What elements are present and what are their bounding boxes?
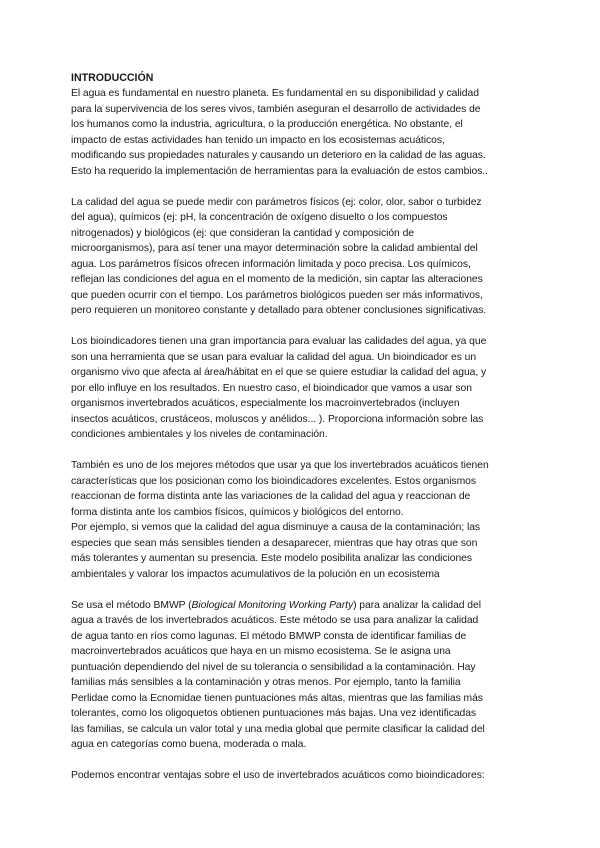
paragraph-example [71,520,521,582]
text-line: características que los posicionan como los bioindicadores excelentes. Estos organismos [71,475,477,487]
text-line: La calidad del agua se puede medir con parámetros físicos (ej: color, olor, sabor o turbidez [71,196,482,208]
text-line: de agua tanto en ríos como lagunas. El método BMWP consta de identificar familias de [71,630,467,642]
text-segment: ) para analizar la calidad del [353,599,481,611]
text-line: impacto de estas actividades han tenido un impacto en los ecosistemas acuáticos, [71,134,445,146]
text-line [71,598,521,614]
text-line: puntuación dependiendo del nivel de su tolerancia o sensibilidad a la contaminación. Hay [71,661,476,673]
text-line: tolerantes, como los oligoquetos obtienen puntuaciones más bajas. Una vez identificadas [71,708,477,719]
text-line: El agua es fundamental en nuestro planeta. Es fundamental en su disponibilidad y calidad [71,88,479,99]
text-line: que pueden ocurrir con el tiempo. Los parámetros biológicos pueden ser más informativos, [71,289,483,301]
section-title: INTRODUCCIÓN [71,72,154,84]
text-line: forma distinta ante los cambios físicos, químicos y biológicos del entorno. [71,506,404,518]
text-line: del agua), químicos (ej: pH, la concentración de oxígeno disuelto o los compuestos [71,212,448,223]
paragraph-parameters [71,195,521,319]
text-line: especies que sean más sensibles tienden a desaparecer, mientras que hay otras que son [71,537,478,549]
text-line: Los bioindicadores tienen una gran importancia para evaluar las calidades del agua, ya que [71,336,487,347]
text-line: las familias, se calcula un valor total y una media global que permite clasificar la calidad del [71,723,485,735]
text-line: macroinvertebrados acuáticos que haya en un mismo ecosistema. Se le asigna una [71,646,451,657]
text-line: organismos invertebrados acuáticos, especialmente los macroinvertebrados (incluyen [71,398,460,409]
text-line: ambientales y valorar los impactos acumulativos de la polución en un ecosistema [71,568,440,580]
text-line: más tolerantes y aumentan su presencia. Este modelo posibilita analizar las condiciones [71,553,473,564]
italic-method-name: Biological Monitoring Working Party [191,599,354,611]
paragraph-methods [71,458,521,520]
text-line: microorganismos), para así tener una mayor determinación sobre la calidad ambiental del [71,243,478,254]
text-line: También es uno de los mejores métodos que usar ya que los invertebrados acuáticos tienen [71,460,489,471]
text-line: por ello influye en los resultados. En nuestro caso, el bioindicador que vamos a usar son [71,382,472,394]
text-line: agua. Los parámetros físicos ofrecen información limitada y poco precisa. Los químicos, [71,258,471,270]
text-line: reflejan las condiciones del agua en el momento de la medición, sin captar las alteraciones [71,274,483,285]
text-segment: Se usa el método BMWP ( [71,599,192,611]
text-line: agua en categorías como buena, moderada o mala. [71,739,307,750]
text-line: Esto ha requerido la implementación de herramientas para la evaluación de estos cambios.. [71,165,489,177]
text-line: condiciones ambientales y los niveles de contaminación. [71,429,328,440]
text-line: son una herramienta que se usan para evaluar la calidad del agua. Un bioindicador es un [71,351,477,363]
text-line: pero requieren un monitoreo constante y detallado para obtener conclusiones significativas. [71,305,487,316]
text-line: nitrogenados) y biológicos (ej: que consideran la cantidad y composición de [71,227,414,239]
paragraph-intro [71,86,521,179]
document-page [71,71,521,799]
text-line: organismo vivo que afecta al área/hábitat en el que se quiere estudiar la calidad del agua, y [71,367,487,378]
paragraph-bioindicators [71,334,521,443]
text-line: agua a través de los invertebrados acuáticos. Este método se usa para analizar la calidad [71,615,479,626]
text-line: los humanos como la industria, agricultura, o la producción energética. No obstante, el [71,119,463,130]
text-line: reaccionan de forma distinta ante las variaciones de la calidad del agua y reaccionan de [71,491,471,502]
text-line: familias más sensibles a la contaminación y otras menos. Por ejemplo, tanto la familia [71,677,461,688]
text-line: para la supervivencia de los seres vivos, también aseguran el desarrollo de actividades de [71,103,481,115]
text-line: Por ejemplo, si vemos que la calidad del agua disminuye a causa de la contaminación; las [71,522,481,533]
text-line: Perlidae como la Ecnomidae tienen puntuaciones más altas, mientras que las familias más [71,692,483,704]
text-line: modificando sus propiedades naturales y causando un deterioro en la calidad de las aguas. [71,150,486,161]
paragraph-bmwp [71,598,521,753]
text-line: Podemos encontrar ventajas sobre el uso de invertebrados acuáticos como bioindicadores: [71,770,485,781]
text-line: insectos acuáticos, crustáceos, moluscos y anélidos... ). Proporciona información sobre las [71,413,484,425]
paragraph-advantages [71,768,521,784]
